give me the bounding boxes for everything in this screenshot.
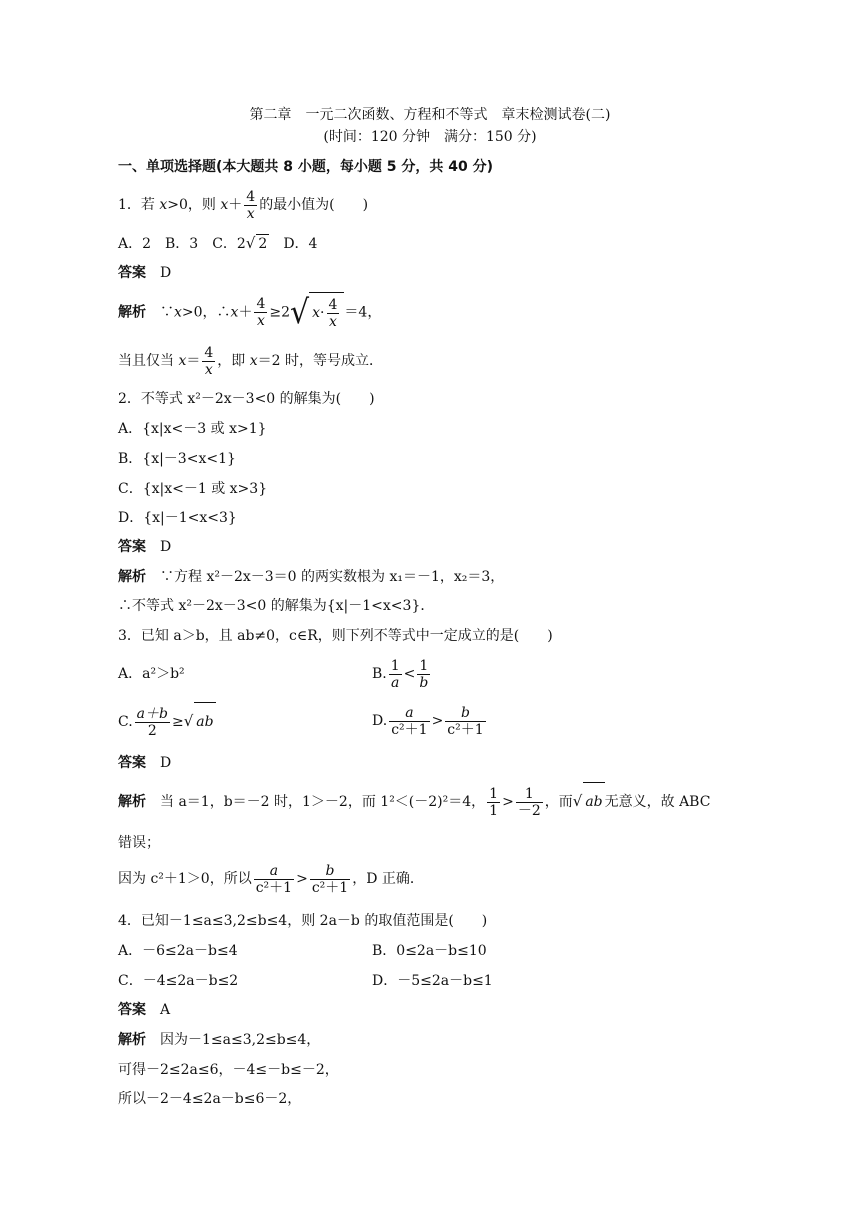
question-4-option-b: B．0≤2a－b≤10 bbox=[372, 943, 487, 959]
question-2-option-d: D．{x|－1<x<3} bbox=[118, 510, 237, 526]
question-3-option-b: B. $\frac{1}{a}$ < $\frac{1}{b}$ bbox=[372, 657, 429, 691]
question-2-analysis-line2: ∴不等式 x²－2x－3<0 的解集为{x|－1<x<3}． bbox=[118, 598, 435, 614]
question-3-option-d: D. $\frac{a}{\text{c²＋1}}$ > $\frac{b}{\text{c²＋1}}$ bbox=[372, 704, 484, 738]
question-4-option-c: C．－4≤2a－b≤2 bbox=[118, 973, 239, 989]
question-4-option-a: A．－6≤2a－b≤4 bbox=[118, 943, 238, 959]
question-3-answer: 答案 D bbox=[118, 755, 172, 771]
question-1-options: A．2 B．3 C．2√ 2 D．4 bbox=[118, 234, 318, 252]
page-title: 第二章 一元二次函数、方程和不等式 章末检测试卷(二) bbox=[249, 107, 611, 123]
question-3-analysis-line3: 因为 c²＋1＞0，所以 $\frac{a}{\text{c²＋1}}$ > $\frac{b}{\text{c²＋1}}$ ，D 正确． bbox=[118, 862, 424, 896]
question-4-answer: 答案 A bbox=[118, 1002, 171, 1018]
section-heading: 一、单项选择题(本大题共 8 小题，每小题 5 分，共 40 分) bbox=[118, 159, 494, 175]
question-4-stem: 4．已知－1≤a≤3,2≤b≤4，则 2a－b 的取值范围是( ) bbox=[118, 913, 488, 929]
question-2-option-c: C．{x|x<－1 或 x>3} bbox=[118, 481, 268, 497]
question-4-option-d: D．－5≤2a－b≤1 bbox=[372, 973, 493, 989]
question-1-answer: 答案 D bbox=[118, 265, 172, 281]
question-1-analysis: 解析 ∵x>0，∴x＋ $\frac{4}{x}$ ≥2√ x· $\frac{4}{x}$ ＝4， bbox=[118, 292, 382, 332]
question-2-option-b: B．{x|－3<x<1} bbox=[118, 451, 236, 467]
question-4-analysis-line2: 可得－2≤2a≤6，－4≤－b≤－2， bbox=[118, 1062, 339, 1078]
question-4-analysis: 解析 因为－1≤a≤3,2≤b≤4， bbox=[118, 1032, 321, 1048]
question-2-stem: 2．不等式 x²－2x－3<0 的解集为( ) bbox=[118, 391, 375, 407]
question-1-stem: 1．若 x>0，则 x＋ $\frac{4}{x}$ 的最小值为( ) bbox=[118, 188, 369, 222]
fraction-4-over-x: $\frac{4}{x}$ bbox=[246, 188, 256, 222]
question-3-stem: 3．已知 a＞b，且 ab≠0，c∈R，则下列不等式中一定成立的是( ) bbox=[118, 628, 553, 644]
question-1-analysis-line2: 当且仅当 x＝ $\frac{4}{x}$ ，即 x＝2 时，等号成立． bbox=[118, 344, 383, 378]
question-3-analysis: 解析 当 a＝1，b＝－2 时，1＞－2，而 1²＜(－2)²＝4， $\frac{1}{1}$ > $\frac{1}{-2}$ ，而√ ab 无意义，故 ABC bbox=[118, 782, 710, 821]
question-3-analysis-line2: 错误； bbox=[118, 835, 160, 851]
question-3-option-a: A．a²＞b² bbox=[118, 666, 185, 682]
question-2-analysis: 解析 ∵方程 x²－2x－3＝0 的两实数根为 x₁＝－1，x₂＝3， bbox=[118, 569, 505, 585]
page-subtitle: (时间：120 分钟 满分：150 分) bbox=[323, 129, 537, 145]
question-3-option-c: C. $\frac{a+b}{2}$ ≥√ ab bbox=[118, 702, 216, 741]
question-2-answer: 答案 D bbox=[118, 539, 172, 555]
question-2-option-a: A．{x|x<－3 或 x>1} bbox=[118, 421, 267, 437]
question-4-analysis-line3: 所以－2－4≤2a－b≤6－2， bbox=[118, 1091, 302, 1107]
